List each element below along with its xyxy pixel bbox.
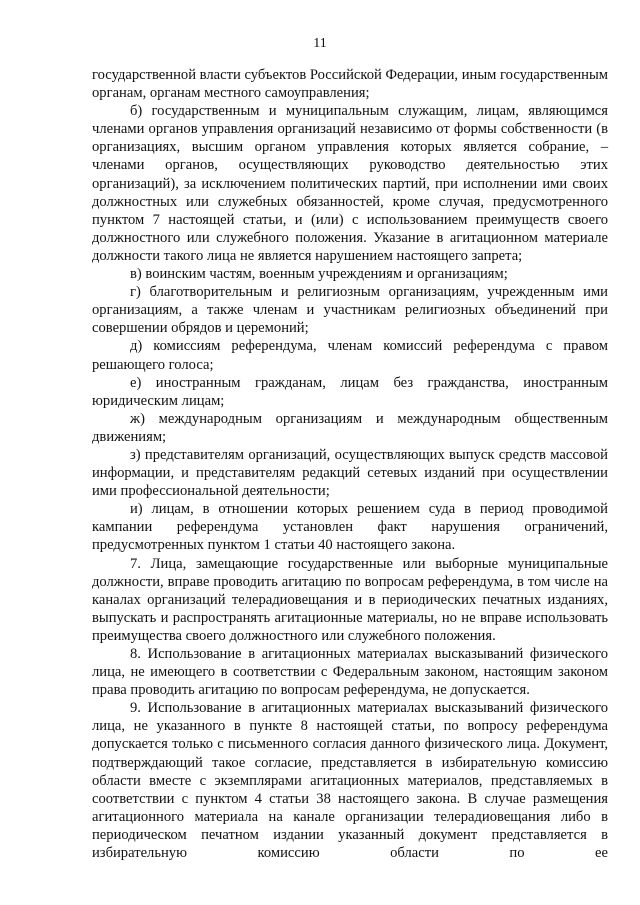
paragraph-item-i: и) лицам, в отношении которых решением суда в период проводимой кампании референдума установлен факт нарушения ограничений, предусмотренных пунктом 1 статьи 40 настоящего закона. <box>92 501 608 554</box>
paragraph-item-v: в) воинским частям, военным учреждениям и организациям; <box>130 266 508 283</box>
paragraph-point-9: 9. Использование в агитационных материалах высказываний физического лица, не указанного в пункте 8 настоящей статьи, по вопросу референдума допускается только с письменного согласия данного физического лица. Документ, подтверждающий такое согласие, представляется в избирательную комиссию области вместе с экземплярами агитационных материалов, представляемых в соответствии с пунктом 4 статьи 38 настоящего закона. В случае размещения агитационного материала на канале организации телерадиовещания либо в периодическом печатном издании указанный документ представляется в избирательную комиссию области по ее <box>92 700 608 862</box>
paragraph-continuation: государственной власти субъектов Российской Федерации, иным государственным органам, органам местного самоуправления; <box>92 67 608 102</box>
paragraph-point-8: 8. Использование в агитационных материалах высказываний физического лица, не имеющего в соответствии с Федеральным законом, настоящим законом права проводить агитацию по вопросам референдума, не допускается. <box>92 646 608 699</box>
paragraph-item-zh: ж) международным организациям и международным общественным движениям; <box>92 410 608 445</box>
paragraph-item-e: е) иностранным гражданам, лицам без гражданства, иностранным юридическим лицам; <box>92 374 608 409</box>
body-text <box>92 66 608 862</box>
paragraph-point-7: 7. Лица, замещающие государственные или выборные муниципальные должности, вправе проводить агитацию по вопросам референдума, в том числе на каналах организаций телерадиовещания и в периодических печатных изданиях, выпускать и распространять агитационные материалы, но не вправе использовать преимущества своего должностного или служебного положения. <box>92 555 608 644</box>
paragraph-item-g: г) благотворительным и религиозным организациям, учрежденным ими организациям, а также членам и участникам религиозных объединений при совершении обрядов и церемоний; <box>92 284 608 337</box>
paragraph-item-d: д) комиссиям референдума, членам комиссий референдума с правом решающего голоса; <box>92 338 608 373</box>
paragraph-item-b: б) государственным и муниципальным служащим, лицам, являющимся членами органов управления организаций независимо от формы собственности (в организациях, высшим органом управления которых является собрание, – членами органов, осуществляющих руководство деятельностью этих организаций), за исключением политических партий, при исполнении ими своих должностных или служебных обязанностей, кроме случая, предусмотренного пунктом 7 настоящей статьи, и (или) с использованием преимуществ своего должностного или служебного положения. Указание в агитационном материале должности такого лица не является нарушением настоящего запрета; <box>92 103 608 264</box>
paragraph-item-z: з) представителям организаций, осуществляющих выпуск средств массовой информации, и представителям редакций сетевых изданий при осуществлении ими профессиональной деятельности; <box>92 446 608 500</box>
page-number: 11 <box>313 36 327 51</box>
